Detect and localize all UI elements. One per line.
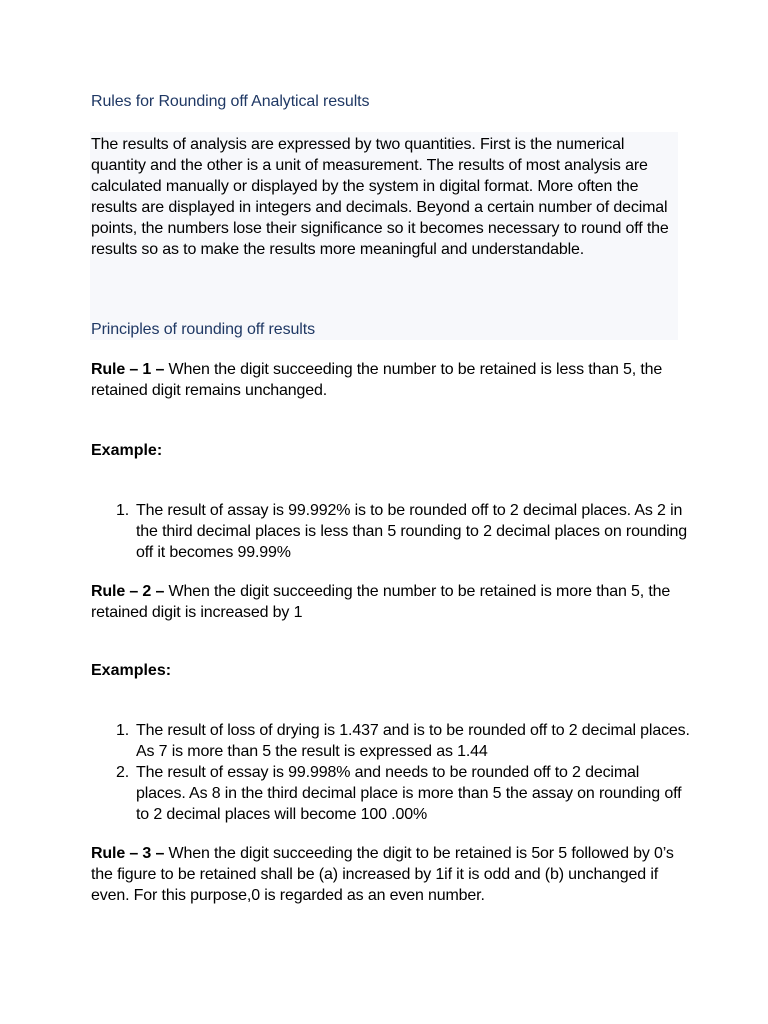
rule-1-text: When the digit succeeding the number to be retained is less than 5, the retained digit remains unchanged.	[91, 361, 663, 399]
rule-3	[91, 843, 691, 906]
list-number: 2.	[116, 764, 130, 781]
rule-2-example-list	[116, 720, 691, 825]
list-number: 1.	[116, 502, 130, 519]
section-heading: Principles of rounding off results	[91, 321, 315, 338]
rule-2	[91, 581, 691, 623]
list-item-text: The result of essay is 99.998% and needs to be rounded off to 2 decimal places. As 8 in the third decimal place is more than 5 the assay on rounding off to 2 decimal places will become 100 .00%	[136, 764, 682, 823]
rule-2-example-label: Examples:	[91, 662, 172, 679]
rule-1-example-label: Example:	[91, 442, 163, 459]
list-item-text: The result of loss of drying is 1.437 and is to be rounded off to 2 decimal places. As 7 is more than 5 the result is expressed as 1.44	[136, 722, 690, 760]
document-title: Rules for Rounding off Analytical results	[91, 93, 370, 110]
rule-1-label: Rule – 1 –	[91, 361, 165, 378]
list-item-text: The result of assay is 99.992% is to be rounded off to 2 decimal places. As 2 in the third decimal places is less than 5 rounding to 2 decimal places on rounding off it becomes 99.99%	[136, 502, 688, 561]
intro-paragraph: The results of analysis are expressed by two quantities. First is the numerical quantity and the other is a unit of measurement. The results of most analysis are calculated manually or displayed by the system in digital format. More often the results are displayed in integers and decimals. Beyond a certain number of decimal points, the numbers lose their significance so it becomes necessary to round off the results so as to make the results more meaningful and understandable.	[91, 136, 669, 258]
rule-3-label: Rule – 3 –	[91, 845, 165, 862]
rule-1-example-list	[116, 500, 691, 563]
rule-3-text: When the digit succeeding the digit to be retained is 5or 5 followed by 0’s the figure to be retained shall be (a) increased by 1if it is odd and (b) unchanged if even. For this purpose,0 is regarded as an even number.	[91, 845, 674, 904]
rule-1	[91, 359, 691, 401]
list-item	[116, 500, 691, 563]
list-item	[116, 762, 691, 825]
rule-2-label: Rule – 2 –	[91, 583, 165, 600]
list-number: 1.	[116, 722, 130, 739]
rule-2-text: When the digit succeeding the number to be retained is more than 5, the retained digit is increased by 1	[91, 583, 671, 621]
list-item	[116, 720, 691, 762]
